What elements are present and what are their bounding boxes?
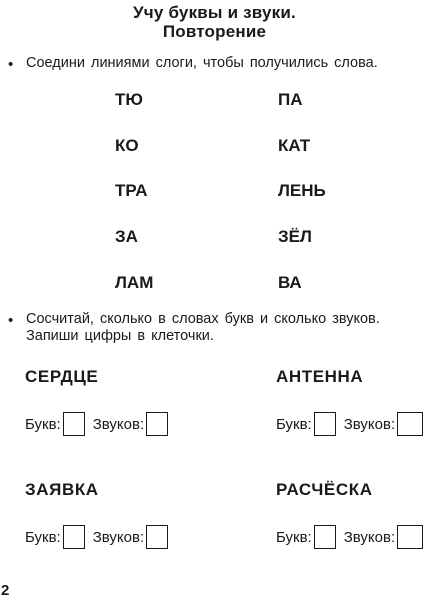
letters-label: Букв: — [25, 415, 61, 433]
word-4: РАСЧЁСКА — [276, 480, 373, 499]
task1-instruction: Соедини линиями слоги, чтобы получились слова. — [26, 55, 378, 71]
task2-instruction-line-1: Сосчитай, сколько в словах букв и сколько звуков. — [26, 311, 380, 327]
letters-label: Букв: — [276, 528, 312, 546]
syllable-right-2[interactable]: КАТ — [278, 136, 311, 155]
count-row-4 — [276, 525, 423, 549]
sounds-count-box[interactable] — [146, 412, 168, 436]
syllable-left-2[interactable]: КО — [115, 136, 139, 155]
syllable-right-5[interactable]: ВА — [278, 273, 302, 292]
sounds-label: Звуков: — [343, 415, 396, 433]
letters-count-box[interactable] — [314, 412, 336, 436]
sounds-label: Звуков: — [343, 528, 396, 546]
task2-instruction-line-2: Запиши цифры в клеточки. — [26, 328, 214, 344]
syllable-right-1[interactable]: ПА — [278, 90, 303, 109]
sounds-count-box[interactable] — [397, 525, 423, 549]
sounds-count-box[interactable] — [397, 412, 423, 436]
syllable-left-5[interactable]: ЛАМ — [115, 273, 154, 292]
syllable-left-1[interactable]: ТЮ — [115, 90, 143, 109]
count-row-3 — [25, 525, 168, 549]
sounds-count-box[interactable] — [146, 525, 168, 549]
syllable-left-4[interactable]: ЗА — [115, 227, 138, 246]
bullet-icon: • — [8, 312, 14, 329]
page-number: 2 — [1, 582, 10, 599]
letters-count-box[interactable] — [314, 525, 336, 549]
sounds-label: Звуков: — [92, 528, 145, 546]
syllable-left-3[interactable]: ТРА — [115, 181, 148, 200]
count-row-1 — [25, 412, 168, 436]
word-1: СЕРДЦЕ — [25, 367, 99, 386]
word-3: ЗАЯВКА — [25, 480, 99, 499]
letters-label: Букв: — [276, 415, 312, 433]
title-line-2: Повторение — [162, 22, 267, 41]
syllable-right-4[interactable]: ЗЁЛ — [278, 227, 312, 246]
count-row-2 — [276, 412, 423, 436]
sounds-label: Звуков: — [92, 415, 145, 433]
word-2: АНТЕННА — [276, 367, 364, 386]
bullet-icon: • — [8, 56, 14, 73]
letters-count-box[interactable] — [63, 525, 85, 549]
letters-count-box[interactable] — [63, 412, 85, 436]
title-line-1: Учу буквы и звуки. — [133, 3, 296, 22]
letters-label: Букв: — [25, 528, 61, 546]
syllable-right-3[interactable]: ЛЕНЬ — [278, 181, 326, 200]
